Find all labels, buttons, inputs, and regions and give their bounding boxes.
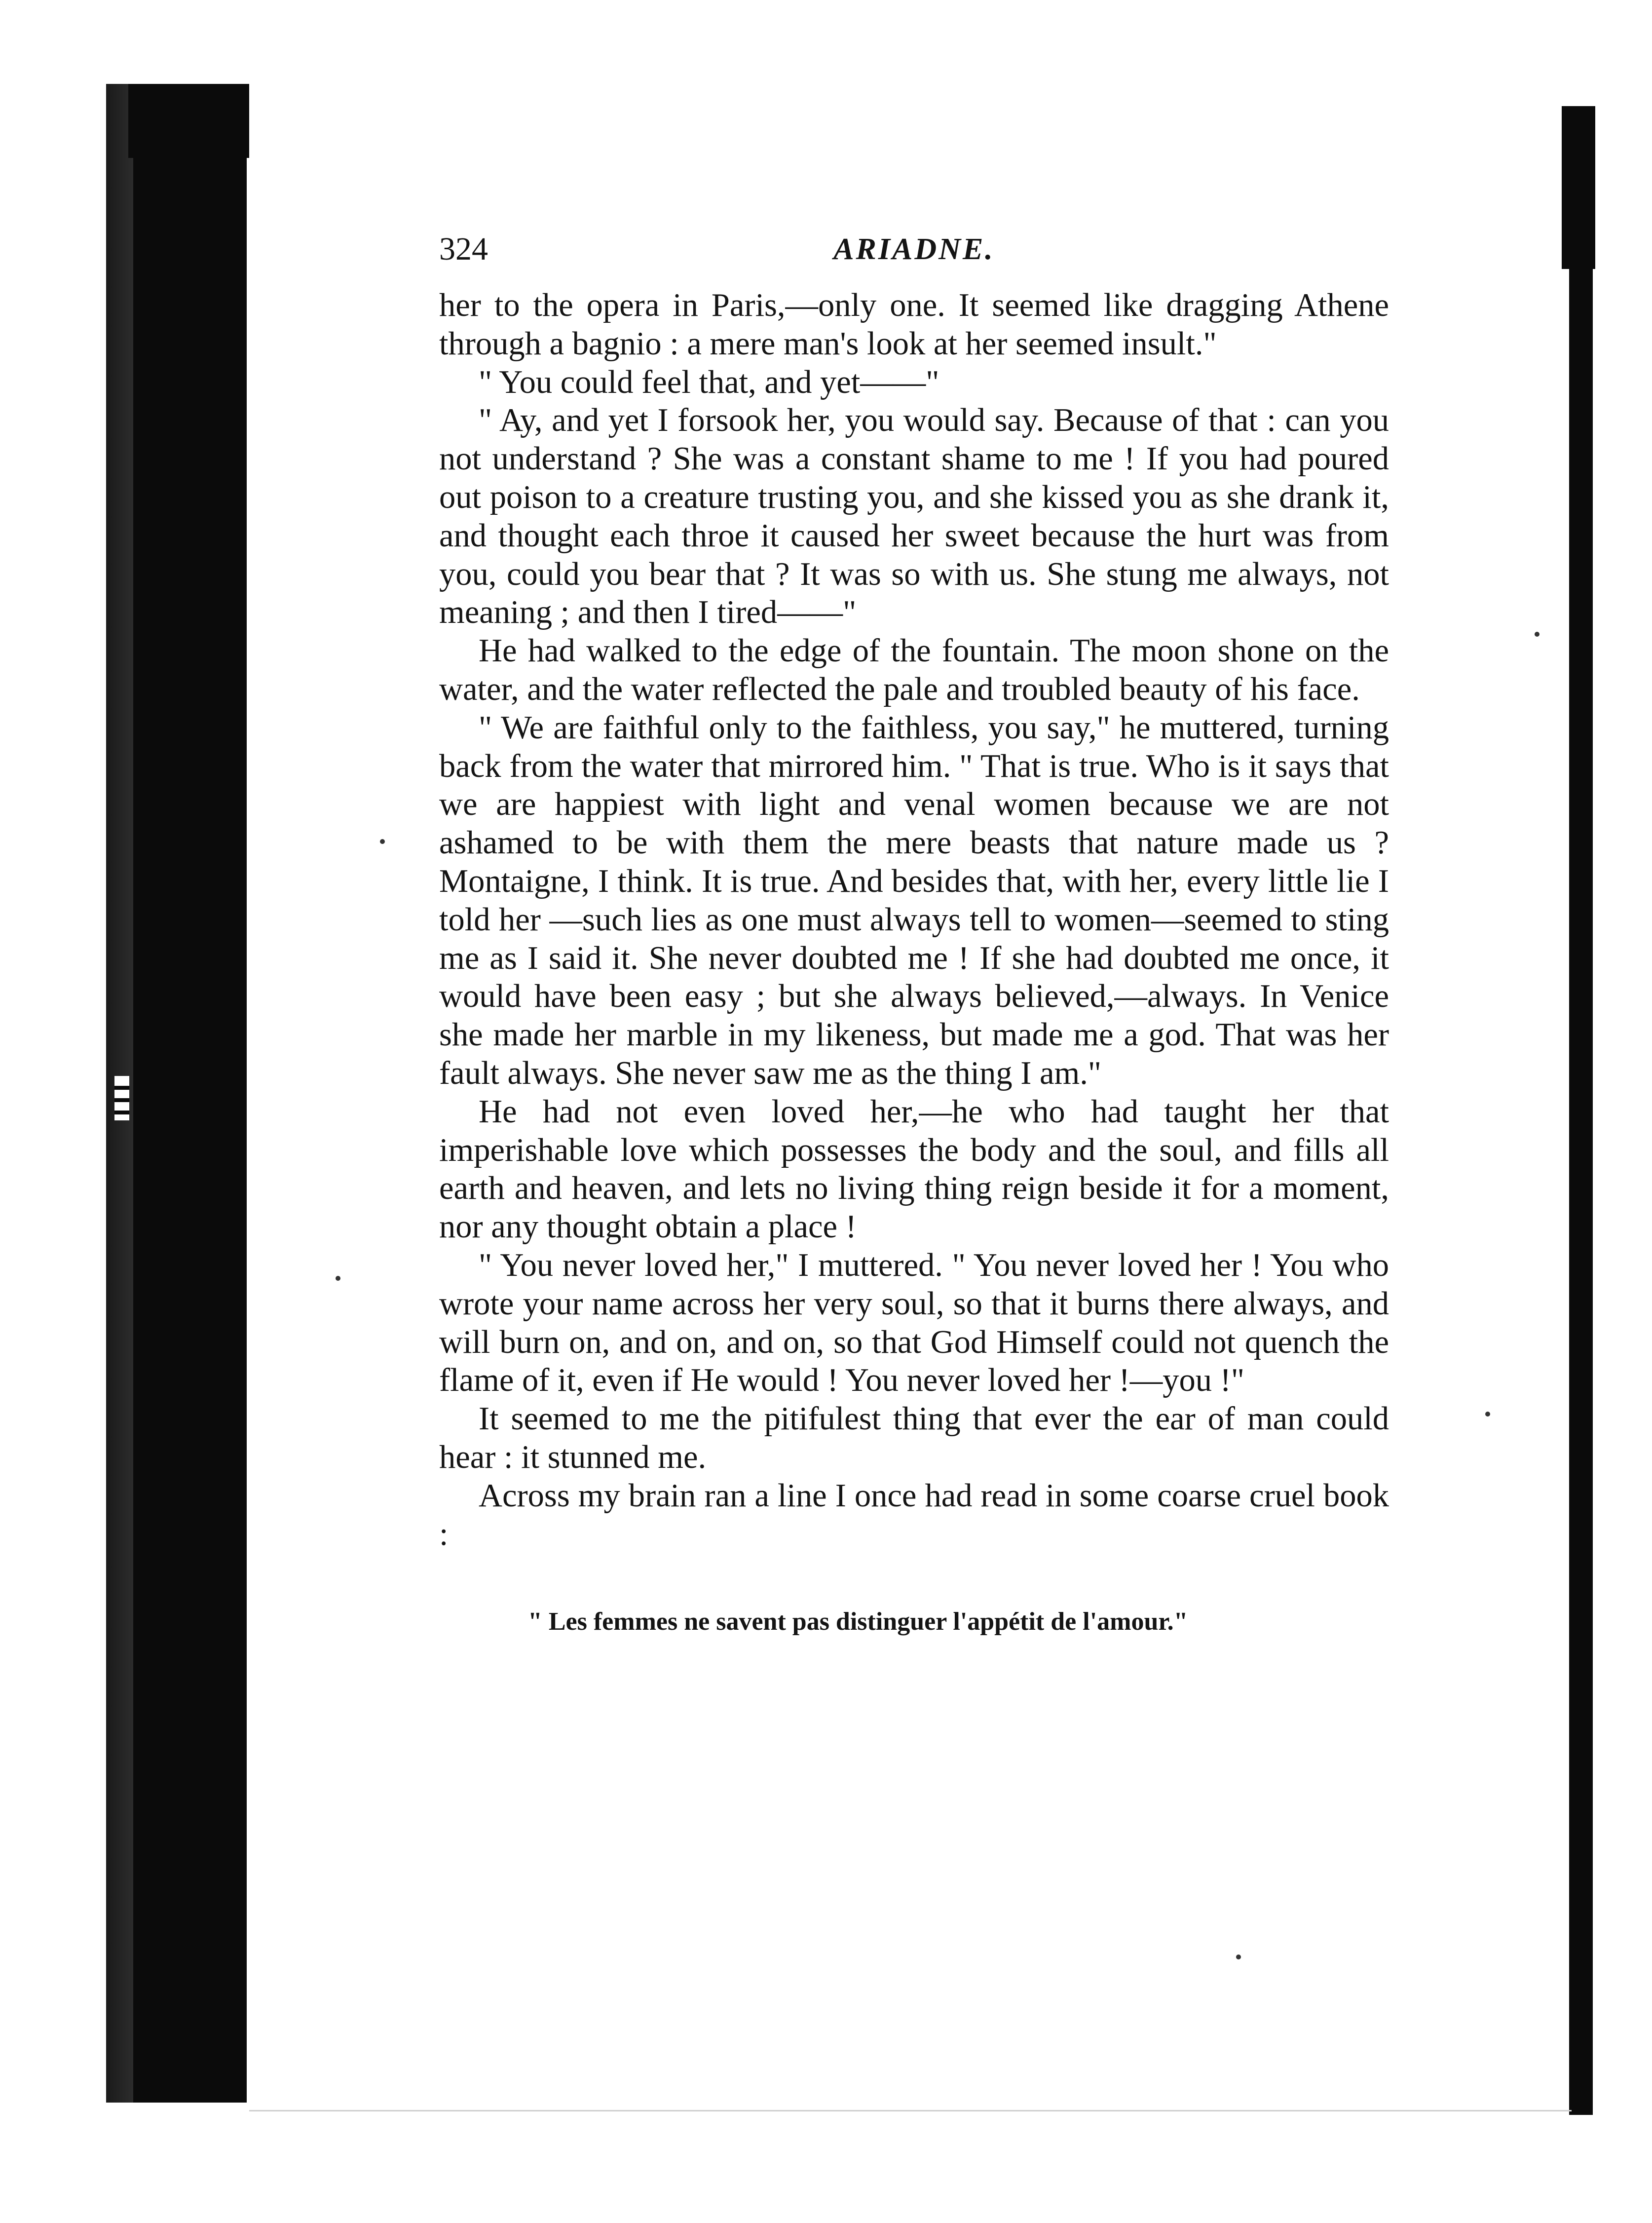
scan-speck [380,839,385,844]
paragraph: Across my brain ran a line I once had read in some coarse cruel book : [439,1477,1389,1552]
scan-speck [336,1276,340,1281]
paragraph: It seemed to me the pitifulest thing that ever the ear of man could hear : it stunned me. [439,1401,1389,1475]
binding-notch-line [114,1086,129,1090]
page-title: ARIADNE. [833,232,995,266]
paragraph: He had walked to the edge of the fountain. The moon shone on the water, and the water reflected the pale and troubled beauty of his face. [439,633,1389,707]
french-quotation: " Les femmes ne savent pas distinguer l'appétit de l'amour." [528,1608,1188,1636]
running-head [439,227,1389,271]
scan-speck [1236,1955,1241,1959]
book-page [439,227,1389,1639]
page-number: 324 [439,231,488,267]
binding-shadow-top [128,84,249,158]
scan-speck [1535,632,1539,637]
paragraph: He had not even loved her,—he who had taught her that imperishable love which possesses the body and the soul, and fills all earth and heaven, and lets no living thing reign beside it for a moment, nor any thought obtain a place ! [439,1093,1389,1245]
paragraph: " You could feel that, and yet——" [479,364,939,400]
paragraph: " We are faithful only to the faithless, you say," he muttered, turning back from the water that mirrored him. " That is true. Who is it says that we are happiest with light and venal women because we are not ashamed to be with them the mere beasts that nature made us ? Montaigne, I think. It is true. And besides that, with her, every little lie I told her —such lies as one must always tell to women—seemed to sting me as I said it. She never doubted me ! If she had doubted me once, it would have been easy ; but she always believed,—always. In Venice she made her marble in my likeness, but made me a god. That was her fault always. She never saw me as the thing I am." [439,709,1389,1091]
binding-notch-line [114,1111,129,1114]
paragraph: " You never loved her," I muttered. " You never loved her ! You who wrote your name across her very soul, so that it burns there always, and will burn on, and on, and on, so that God Himself could not quench the flame of it, even if He would ! You never loved her !—you !" [439,1247,1389,1399]
scan-speck [1485,1412,1490,1417]
paragraph: her to the opera in Paris,—only one. It seemed like dragging Athene through a bagnio : a mere man's look at her seemed insult." [439,287,1389,362]
paragraph: " Ay, and yet I forsook her, you would say. Because of that : can you not understand ? She was a constant shame to me ! If you had poured out poison to a creature trusting you, and she kissed you as she drank it, and thought each throe it caused her sweet because the hurt was from you, could you bear that ? It was so with us. She stung me always, not meaning ; and then I tired——" [439,402,1389,631]
page-bottom-edge [249,2110,1572,2111]
binding-notch-line [114,1098,129,1102]
right-edge-shadow [1569,106,1593,2115]
